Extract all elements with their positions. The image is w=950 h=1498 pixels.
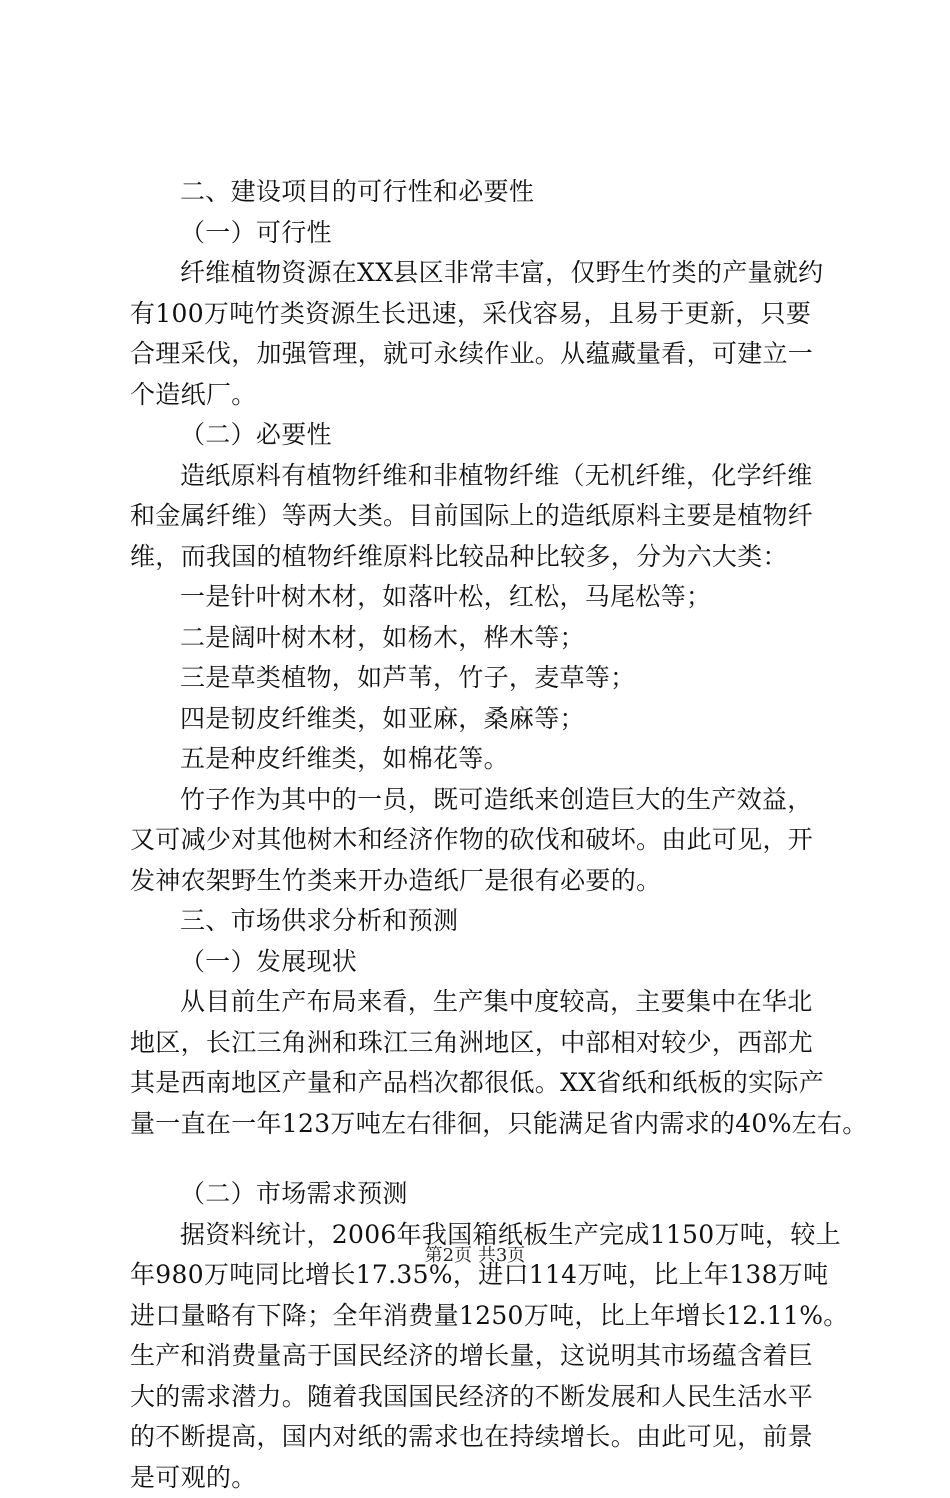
paragraph-line: 的不断提高，国内对纸的需求也在持续增长。由此可见，前景 <box>130 1417 830 1458</box>
subsection-heading: （一）可行性 <box>130 213 830 254</box>
page-number: 第2页 共3页 <box>0 1244 950 1268</box>
paragraph-line: 从目前生产布局来看，生产集中度较高，主要集中在华北 <box>130 982 830 1023</box>
section-heading: 三、市场供求分析和预测 <box>130 901 830 942</box>
list-item: 五是种皮纤维类，如棉花等。 <box>130 739 830 780</box>
paragraph-line: 是可观的。 <box>130 1458 830 1498</box>
subsection-heading: （一）发展现状 <box>130 942 830 983</box>
subsection-heading: （二）必要性 <box>130 415 830 456</box>
paragraph-line: 竹子作为其中的一员，既可造纸来创造巨大的生产效益， <box>130 780 830 821</box>
paragraph-line: 有100万吨竹类资源生长迅速，采伐容易，且易于更新，只要 <box>130 294 830 335</box>
paragraph-line: 量一直在一年123万吨左右徘徊，只能满足省内需求的40%左右。 <box>130 1104 830 1145</box>
paragraph-line: 合理采伐，加强管理，就可永续作业。从蕴藏量看，可建立一 <box>130 334 830 375</box>
paragraph-line: 大的需求潜力。随着我国国民经济的不断发展和人民生活水平 <box>130 1377 830 1418</box>
paragraph-gap <box>130 1144 830 1174</box>
list-item: 三是草类植物，如芦苇，竹子，麦草等； <box>130 658 830 699</box>
paragraph-line: 纤维植物资源在XX县区非常丰富，仅野生竹类的产量就约 <box>130 253 830 294</box>
list-item: 四是韧皮纤维类，如亚麻，桑麻等； <box>130 699 830 740</box>
paragraph-line: 造纸原料有植物纤维和非植物纤维（无机纤维，化学纤维 <box>130 456 830 497</box>
document-body <box>130 172 830 1498</box>
paragraph-line: 进口量略有下降；全年消费量1250万吨，比上年增长12.11%。 <box>130 1296 830 1337</box>
paragraph-line: 年980万吨同比增长17.35%，进口114万吨，比上年138万吨 <box>130 1255 830 1296</box>
subsection-heading: （二）市场需求预测 <box>130 1174 830 1215</box>
paragraph-line: 其是西南地区产量和产品档次都很低。XX省纸和纸板的实际产 <box>130 1063 830 1104</box>
paragraph-line: 地区，长江三角洲和珠江三角洲地区，中部相对较少，西部尤 <box>130 1023 830 1064</box>
paragraph-line: 和金属纤维）等两大类。目前国际上的造纸原料主要是植物纤 <box>130 496 830 537</box>
paragraph-line: 又可减少对其他树木和经济作物的砍伐和破坏。由此可见，开 <box>130 820 830 861</box>
paragraph-line: 维，而我国的植物纤维原料比较品种比较多，分为六大类： <box>130 537 830 578</box>
paragraph-line: 发神农架野生竹类来开办造纸厂是很有必要的。 <box>130 861 830 902</box>
list-item: 一是针叶树木材，如落叶松，红松，马尾松等； <box>130 577 830 618</box>
paragraph-line: 生产和消费量高于国民经济的增长量，这说明其市场蕴含着巨 <box>130 1336 830 1377</box>
paragraph-line: 个造纸厂。 <box>130 375 830 416</box>
section-heading: 二、建设项目的可行性和必要性 <box>130 172 830 213</box>
paragraph-line: 据资料统计，2006年我国箱纸板生产完成1150万吨，较上 <box>130 1215 830 1256</box>
list-item: 二是阔叶树木材，如杨木，桦木等； <box>130 618 830 659</box>
